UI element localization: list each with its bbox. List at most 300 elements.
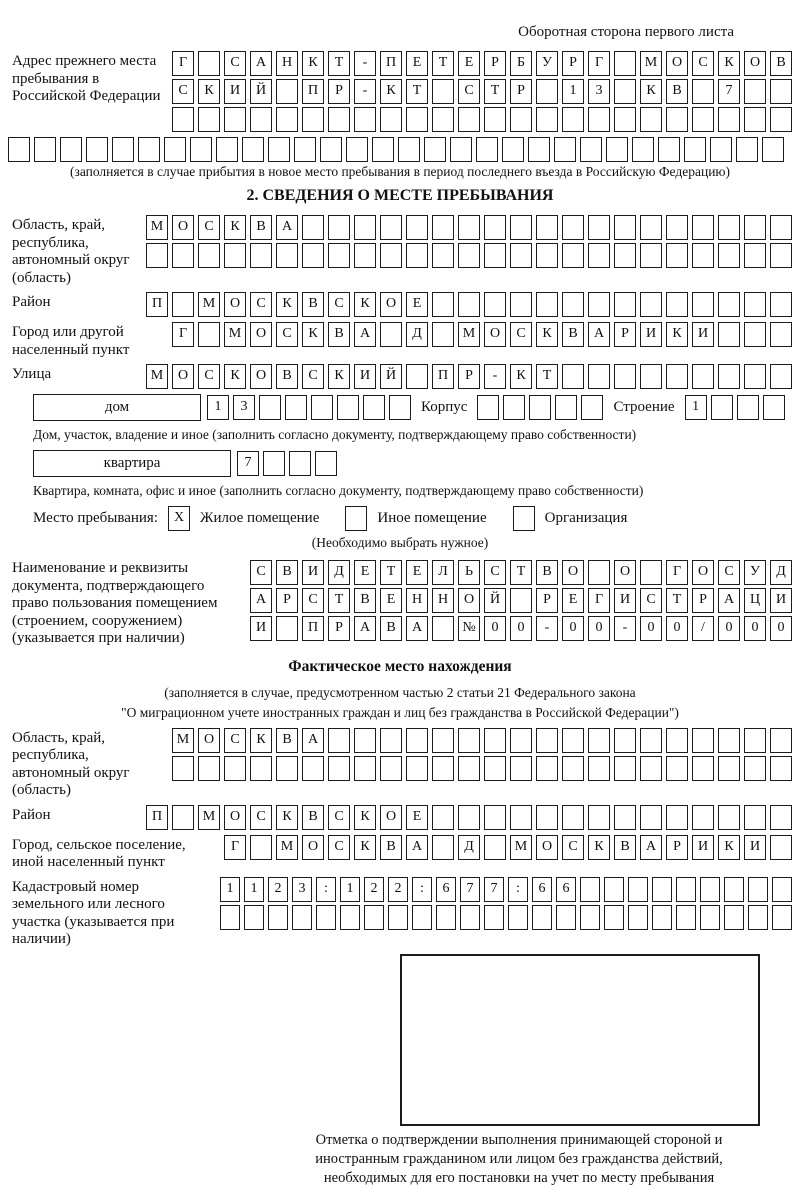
char-cell[interactable]: [748, 905, 768, 930]
char-cell[interactable]: К: [354, 805, 376, 830]
char-cell[interactable]: [770, 756, 792, 781]
char-cell[interactable]: [536, 292, 558, 317]
char-cell[interactable]: [562, 292, 584, 317]
char-cell[interactable]: [588, 215, 610, 240]
char-cell[interactable]: [724, 877, 744, 902]
char-cell[interactable]: [484, 243, 506, 268]
char-cell[interactable]: [311, 395, 333, 420]
char-cell[interactable]: [718, 292, 740, 317]
char-cell[interactable]: В: [302, 805, 324, 830]
char-cell[interactable]: В: [380, 616, 402, 641]
char-cell[interactable]: [302, 107, 324, 132]
char-cell[interactable]: [640, 107, 662, 132]
char-cell[interactable]: К: [276, 805, 298, 830]
char-cell[interactable]: [432, 728, 454, 753]
char-cell[interactable]: [406, 107, 428, 132]
char-cell[interactable]: :: [508, 877, 528, 902]
char-cell[interactable]: [628, 877, 648, 902]
char-cell[interactable]: П: [380, 51, 402, 76]
char-cell[interactable]: [736, 137, 758, 162]
char-cell[interactable]: [710, 137, 732, 162]
char-cell[interactable]: Н: [276, 51, 298, 76]
char-cell[interactable]: [737, 395, 759, 420]
char-cell[interactable]: [536, 79, 558, 104]
char-cell[interactable]: [285, 395, 307, 420]
char-cell[interactable]: [588, 805, 610, 830]
char-cell[interactable]: Б: [510, 51, 532, 76]
char-cell[interactable]: 3: [233, 395, 255, 420]
char-cell[interactable]: [484, 292, 506, 317]
char-cell[interactable]: [406, 243, 428, 268]
char-cell[interactable]: [580, 137, 602, 162]
char-cell[interactable]: [744, 107, 766, 132]
char-cell[interactable]: 3: [588, 79, 610, 104]
char-cell[interactable]: [652, 877, 672, 902]
char-cell[interactable]: [224, 243, 246, 268]
char-cell[interactable]: Е: [354, 560, 376, 585]
char-cell[interactable]: С: [458, 79, 480, 104]
char-cell[interactable]: О: [458, 588, 480, 613]
char-cell[interactable]: [294, 137, 316, 162]
char-cell[interactable]: С: [692, 51, 714, 76]
char-cell[interactable]: [614, 756, 636, 781]
char-cell[interactable]: Е: [458, 51, 480, 76]
char-cell[interactable]: [484, 215, 506, 240]
char-cell[interactable]: [354, 728, 376, 753]
char-cell[interactable]: [458, 243, 480, 268]
char-cell[interactable]: [640, 728, 662, 753]
char-cell[interactable]: [614, 292, 636, 317]
char-cell[interactable]: [268, 137, 290, 162]
char-cell[interactable]: И: [614, 588, 636, 613]
char-cell[interactable]: 1: [685, 395, 707, 420]
char-cell[interactable]: [770, 364, 792, 389]
char-cell[interactable]: [770, 215, 792, 240]
char-cell[interactable]: О: [380, 292, 402, 317]
char-cell[interactable]: [640, 243, 662, 268]
char-cell[interactable]: [744, 364, 766, 389]
char-cell[interactable]: [700, 877, 720, 902]
char-cell[interactable]: 2: [388, 877, 408, 902]
char-cell[interactable]: [364, 905, 384, 930]
char-cell[interactable]: -: [354, 51, 376, 76]
char-cell[interactable]: [406, 215, 428, 240]
char-cell[interactable]: -: [354, 79, 376, 104]
char-cell[interactable]: [692, 364, 714, 389]
char-cell[interactable]: 1: [220, 877, 240, 902]
char-cell[interactable]: [484, 835, 506, 860]
char-cell[interactable]: [555, 395, 577, 420]
char-cell[interactable]: [328, 728, 350, 753]
char-cell[interactable]: В: [328, 322, 350, 347]
char-cell[interactable]: [276, 243, 298, 268]
char-cell[interactable]: Р: [510, 79, 532, 104]
char-cell[interactable]: Д: [770, 560, 792, 585]
char-cell[interactable]: [60, 137, 82, 162]
char-cell[interactable]: Ь: [458, 560, 480, 585]
char-cell[interactable]: [112, 137, 134, 162]
char-cell[interactable]: 0: [666, 616, 688, 641]
char-cell[interactable]: [770, 107, 792, 132]
char-cell[interactable]: Й: [380, 364, 402, 389]
char-cell[interactable]: [190, 137, 212, 162]
char-cell[interactable]: [432, 107, 454, 132]
char-cell[interactable]: [744, 79, 766, 104]
char-cell[interactable]: [198, 322, 220, 347]
char-cell[interactable]: [172, 107, 194, 132]
char-cell[interactable]: [666, 215, 688, 240]
char-cell[interactable]: [380, 243, 402, 268]
char-cell[interactable]: [614, 243, 636, 268]
char-cell[interactable]: Е: [406, 805, 428, 830]
char-cell[interactable]: [337, 395, 359, 420]
char-cell[interactable]: [614, 79, 636, 104]
char-cell[interactable]: [8, 137, 30, 162]
char-cell[interactable]: О: [380, 805, 402, 830]
char-cell[interactable]: [259, 395, 281, 420]
char-cell[interactable]: Г: [172, 322, 194, 347]
char-cell[interactable]: 2: [364, 877, 384, 902]
char-cell[interactable]: [762, 137, 784, 162]
char-cell[interactable]: [718, 322, 740, 347]
char-cell[interactable]: [198, 243, 220, 268]
char-cell[interactable]: [562, 215, 584, 240]
char-cell[interactable]: Т: [328, 588, 350, 613]
char-cell[interactable]: С: [250, 805, 272, 830]
char-cell[interactable]: [763, 395, 785, 420]
char-cell[interactable]: С: [718, 560, 740, 585]
char-cell[interactable]: [562, 756, 584, 781]
char-cell[interactable]: С: [302, 364, 324, 389]
char-cell[interactable]: [658, 137, 680, 162]
char-cell[interactable]: К: [276, 292, 298, 317]
char-cell[interactable]: Р: [328, 79, 350, 104]
char-cell[interactable]: 0: [484, 616, 506, 641]
char-cell[interactable]: О: [692, 560, 714, 585]
char-cell[interactable]: 0: [562, 616, 584, 641]
char-cell[interactable]: [640, 805, 662, 830]
char-cell[interactable]: [458, 215, 480, 240]
char-cell[interactable]: [536, 107, 558, 132]
char-cell[interactable]: [614, 51, 636, 76]
char-cell[interactable]: О: [614, 560, 636, 585]
char-cell[interactable]: О: [250, 364, 272, 389]
char-cell[interactable]: [458, 756, 480, 781]
checkbox-zhiloe[interactable]: X: [168, 506, 190, 531]
char-cell[interactable]: П: [146, 805, 168, 830]
char-cell[interactable]: №: [458, 616, 480, 641]
char-cell[interactable]: Е: [562, 588, 584, 613]
char-cell[interactable]: [432, 756, 454, 781]
char-cell[interactable]: [354, 215, 376, 240]
char-cell[interactable]: Р: [666, 835, 688, 860]
char-cell[interactable]: Ц: [744, 588, 766, 613]
char-cell[interactable]: /: [692, 616, 714, 641]
char-cell[interactable]: [484, 107, 506, 132]
char-cell[interactable]: [220, 905, 240, 930]
char-cell[interactable]: [581, 395, 603, 420]
char-cell[interactable]: [692, 292, 714, 317]
char-cell[interactable]: [432, 243, 454, 268]
char-cell[interactable]: К: [380, 79, 402, 104]
char-cell[interactable]: [328, 107, 350, 132]
char-cell[interactable]: [718, 756, 740, 781]
char-cell[interactable]: [532, 905, 552, 930]
char-cell[interactable]: 1: [207, 395, 229, 420]
char-cell[interactable]: Н: [406, 588, 428, 613]
char-cell[interactable]: [424, 137, 446, 162]
char-cell[interactable]: [676, 877, 696, 902]
char-cell[interactable]: -: [614, 616, 636, 641]
char-cell[interactable]: К: [536, 322, 558, 347]
char-cell[interactable]: В: [276, 728, 298, 753]
char-cell[interactable]: [692, 756, 714, 781]
char-cell[interactable]: К: [510, 364, 532, 389]
char-cell[interactable]: [354, 107, 376, 132]
char-cell[interactable]: [529, 395, 551, 420]
char-cell[interactable]: 7: [237, 451, 259, 476]
char-cell[interactable]: [328, 215, 350, 240]
char-cell[interactable]: [263, 451, 285, 476]
char-cell[interactable]: [640, 215, 662, 240]
char-cell[interactable]: М: [198, 292, 220, 317]
char-cell[interactable]: [503, 395, 525, 420]
char-cell[interactable]: Т: [666, 588, 688, 613]
char-cell[interactable]: Р: [692, 588, 714, 613]
char-cell[interactable]: [316, 905, 336, 930]
char-cell[interactable]: [692, 805, 714, 830]
char-cell[interactable]: [224, 756, 246, 781]
char-cell[interactable]: [432, 215, 454, 240]
char-cell[interactable]: [276, 107, 298, 132]
char-cell[interactable]: [432, 322, 454, 347]
char-cell[interactable]: [460, 905, 480, 930]
char-cell[interactable]: [700, 905, 720, 930]
char-cell[interactable]: [380, 728, 402, 753]
char-cell[interactable]: [268, 905, 288, 930]
char-cell[interactable]: [302, 243, 324, 268]
char-cell[interactable]: [398, 137, 420, 162]
char-cell[interactable]: К: [640, 79, 662, 104]
char-cell[interactable]: И: [744, 835, 766, 860]
char-cell[interactable]: О: [172, 364, 194, 389]
char-cell[interactable]: Т: [510, 560, 532, 585]
char-cell[interactable]: [380, 756, 402, 781]
char-cell[interactable]: И: [692, 322, 714, 347]
char-cell[interactable]: [770, 805, 792, 830]
char-cell[interactable]: К: [718, 835, 740, 860]
char-cell[interactable]: [588, 107, 610, 132]
char-cell[interactable]: 6: [532, 877, 552, 902]
char-cell[interactable]: 0: [588, 616, 610, 641]
char-cell[interactable]: О: [198, 728, 220, 753]
char-cell[interactable]: 0: [744, 616, 766, 641]
char-cell[interactable]: С: [328, 835, 350, 860]
char-cell[interactable]: К: [250, 728, 272, 753]
char-cell[interactable]: [244, 905, 264, 930]
char-cell[interactable]: [744, 322, 766, 347]
char-cell[interactable]: [652, 905, 672, 930]
char-cell[interactable]: [718, 243, 740, 268]
char-cell[interactable]: С: [250, 560, 272, 585]
char-cell[interactable]: С: [328, 292, 350, 317]
char-cell[interactable]: Д: [458, 835, 480, 860]
char-cell[interactable]: [748, 877, 768, 902]
char-cell[interactable]: [770, 292, 792, 317]
char-cell[interactable]: [372, 137, 394, 162]
char-cell[interactable]: [772, 905, 792, 930]
char-cell[interactable]: [380, 322, 402, 347]
char-cell[interactable]: В: [276, 560, 298, 585]
char-cell[interactable]: 3: [292, 877, 312, 902]
char-cell[interactable]: [666, 107, 688, 132]
char-cell[interactable]: [614, 364, 636, 389]
char-cell[interactable]: С: [172, 79, 194, 104]
char-cell[interactable]: 1: [562, 79, 584, 104]
char-cell[interactable]: С: [198, 215, 220, 240]
char-cell[interactable]: [292, 905, 312, 930]
char-cell[interactable]: В: [380, 835, 402, 860]
char-cell[interactable]: Т: [536, 364, 558, 389]
char-cell[interactable]: В: [562, 322, 584, 347]
char-cell[interactable]: 0: [770, 616, 792, 641]
char-cell[interactable]: [250, 243, 272, 268]
char-cell[interactable]: [250, 835, 272, 860]
char-cell[interactable]: 7: [460, 877, 480, 902]
char-cell[interactable]: О: [224, 292, 246, 317]
char-cell[interactable]: [363, 395, 385, 420]
char-cell[interactable]: [562, 243, 584, 268]
char-cell[interactable]: Т: [484, 79, 506, 104]
char-cell[interactable]: К: [302, 322, 324, 347]
char-cell[interactable]: [86, 137, 108, 162]
char-cell[interactable]: [536, 756, 558, 781]
char-cell[interactable]: [744, 805, 766, 830]
checkbox-organizatsiya[interactable]: [513, 506, 535, 531]
char-cell[interactable]: [224, 107, 246, 132]
char-cell[interactable]: [510, 588, 532, 613]
char-cell[interactable]: М: [146, 364, 168, 389]
char-cell[interactable]: С: [562, 835, 584, 860]
char-cell[interactable]: [198, 51, 220, 76]
char-cell[interactable]: 7: [484, 877, 504, 902]
char-cell[interactable]: [692, 728, 714, 753]
char-cell[interactable]: [718, 107, 740, 132]
char-cell[interactable]: [198, 756, 220, 781]
char-cell[interactable]: [315, 451, 337, 476]
char-cell[interactable]: И: [250, 616, 272, 641]
char-cell[interactable]: С: [224, 728, 246, 753]
char-cell[interactable]: [172, 292, 194, 317]
char-cell[interactable]: О: [224, 805, 246, 830]
char-cell[interactable]: У: [536, 51, 558, 76]
char-cell[interactable]: Е: [406, 560, 428, 585]
char-cell[interactable]: А: [406, 616, 428, 641]
char-cell[interactable]: Е: [380, 588, 402, 613]
char-cell[interactable]: [666, 292, 688, 317]
char-cell[interactable]: В: [276, 364, 298, 389]
char-cell[interactable]: [476, 137, 498, 162]
char-cell[interactable]: [432, 805, 454, 830]
char-cell[interactable]: 0: [640, 616, 662, 641]
char-cell[interactable]: В: [250, 215, 272, 240]
char-cell[interactable]: [276, 79, 298, 104]
char-cell[interactable]: А: [718, 588, 740, 613]
char-cell[interactable]: [632, 137, 654, 162]
char-cell[interactable]: [276, 616, 298, 641]
char-cell[interactable]: Й: [484, 588, 506, 613]
char-cell[interactable]: [510, 805, 532, 830]
char-cell[interactable]: П: [302, 79, 324, 104]
char-cell[interactable]: [556, 905, 576, 930]
char-cell[interactable]: [484, 756, 506, 781]
char-cell[interactable]: [684, 137, 706, 162]
char-cell[interactable]: [458, 107, 480, 132]
char-cell[interactable]: Р: [614, 322, 636, 347]
char-cell[interactable]: К: [588, 835, 610, 860]
char-cell[interactable]: [562, 107, 584, 132]
char-cell[interactable]: [640, 756, 662, 781]
char-cell[interactable]: С: [484, 560, 506, 585]
char-cell[interactable]: С: [302, 588, 324, 613]
char-cell[interactable]: [536, 805, 558, 830]
char-cell[interactable]: А: [302, 728, 324, 753]
checkbox-inoe[interactable]: [345, 506, 367, 531]
char-cell[interactable]: [676, 905, 696, 930]
char-cell[interactable]: А: [354, 616, 376, 641]
char-cell[interactable]: А: [354, 322, 376, 347]
char-cell[interactable]: [250, 756, 272, 781]
char-cell[interactable]: В: [666, 79, 688, 104]
char-cell[interactable]: [389, 395, 411, 420]
char-cell[interactable]: С: [510, 322, 532, 347]
char-cell[interactable]: [562, 364, 584, 389]
char-cell[interactable]: [640, 292, 662, 317]
char-cell[interactable]: Й: [250, 79, 272, 104]
char-cell[interactable]: А: [640, 835, 662, 860]
char-cell[interactable]: [554, 137, 576, 162]
char-cell[interactable]: С: [276, 322, 298, 347]
char-cell[interactable]: [508, 905, 528, 930]
char-cell[interactable]: Т: [406, 79, 428, 104]
char-cell[interactable]: О: [562, 560, 584, 585]
char-cell[interactable]: [718, 805, 740, 830]
char-cell[interactable]: О: [302, 835, 324, 860]
char-cell[interactable]: О: [666, 51, 688, 76]
char-cell[interactable]: [198, 107, 220, 132]
char-cell[interactable]: :: [316, 877, 336, 902]
char-cell[interactable]: О: [744, 51, 766, 76]
char-cell[interactable]: [146, 243, 168, 268]
char-cell[interactable]: [692, 215, 714, 240]
char-cell[interactable]: [588, 756, 610, 781]
char-cell[interactable]: [302, 756, 324, 781]
char-cell[interactable]: О: [536, 835, 558, 860]
char-cell[interactable]: К: [666, 322, 688, 347]
char-cell[interactable]: [432, 79, 454, 104]
char-cell[interactable]: 7: [718, 79, 740, 104]
char-cell[interactable]: [588, 728, 610, 753]
char-cell[interactable]: М: [146, 215, 168, 240]
char-cell[interactable]: [172, 805, 194, 830]
char-cell[interactable]: С: [250, 292, 272, 317]
char-cell[interactable]: Т: [328, 51, 350, 76]
char-cell[interactable]: К: [302, 51, 324, 76]
char-cell[interactable]: [406, 364, 428, 389]
char-cell[interactable]: Р: [562, 51, 584, 76]
char-cell[interactable]: [744, 728, 766, 753]
char-cell[interactable]: А: [406, 835, 428, 860]
